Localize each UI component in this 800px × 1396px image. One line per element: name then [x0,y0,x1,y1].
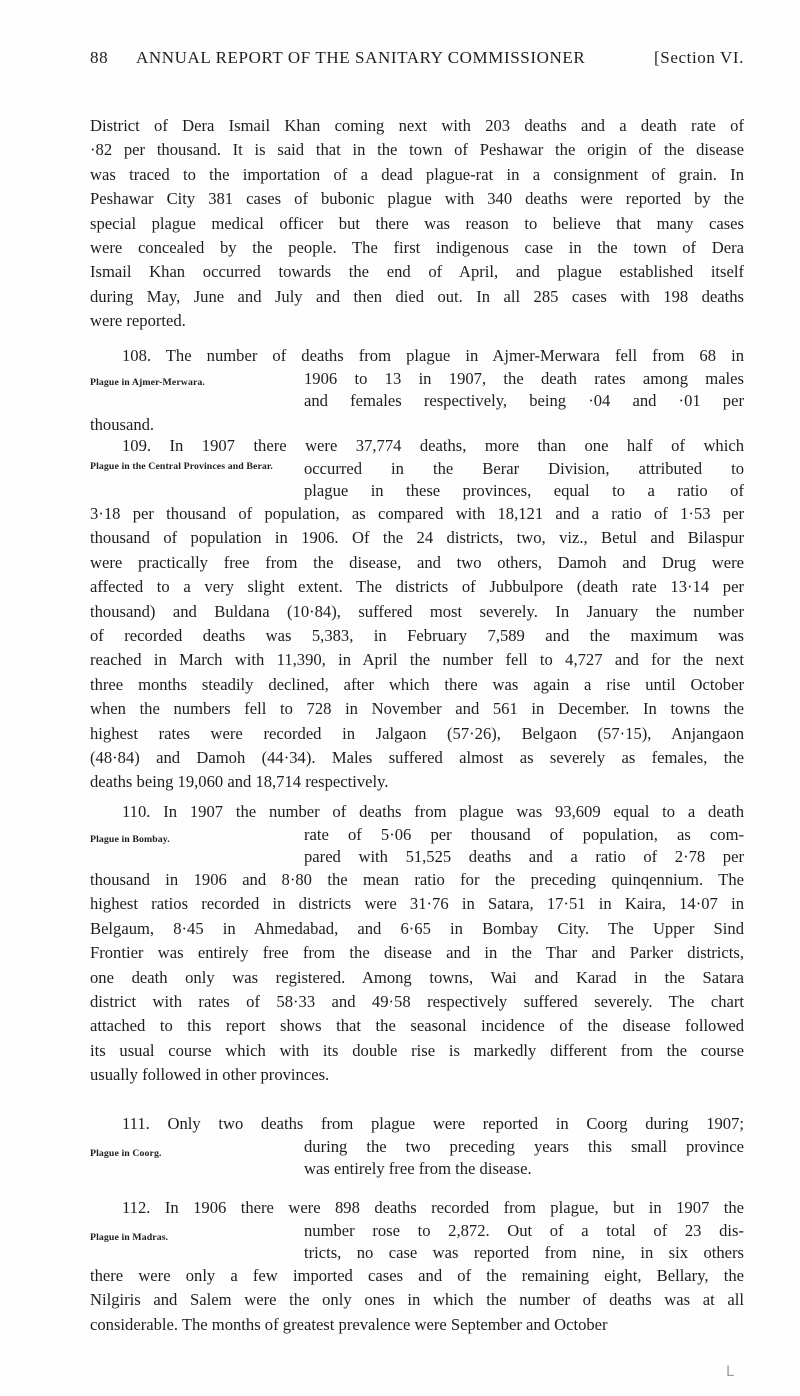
paragraph-body [90,413,744,437]
paragraph-110 [90,802,744,1092]
text-line: number rose to 2,872. Out of a total of 23 dis- [304,1221,744,1240]
text-line: (48·84) and Damoh (44·34). Males suffered almost as severely as females, the [90,747,744,767]
text-line: 3·18 per thousand of population, as compared with 18,121 and a ratio of 1·53 per [90,504,744,523]
text-line: was entirely free from the disease. [304,1159,532,1178]
paragraph-first-line: 110. In 1907 the number of deaths from plague was 93,609 equal to a death [122,802,744,821]
text-line: usually followed in other provinces. [90,1065,330,1085]
text-line: District of Dera Ismail Khan coming next with 203 deaths and a death rate of [90,116,744,135]
text-line: were practically free from the disease, and two others, Damoh and Drug were [90,552,744,572]
text-line: thousand of population in 1906. Of the 24 districts, two, viz., Betul and Bilaspur [90,528,744,548]
text-line: special plague medical officer but there was reason to believe that many cases [90,213,744,233]
text-line: were concealed by the people. The first indigenous case in the town of Dera [90,237,744,257]
section-label: [Section VI. [654,48,744,67]
text-line: during May, June and July and then died out. In all 285 cases with 198 deaths [90,286,744,306]
text-line: there were only a few imported cases and of the remaining eight, Bellary, the [90,1266,744,1285]
text-line: plague in these provinces, equal to a ratio of [304,481,744,500]
margin-pencil-mark: L [726,1364,734,1380]
paragraph-112 [90,1198,744,1348]
text-line: attached to this report shows that the seasonal incidence of the disease followed [90,1016,744,1036]
paragraph-body [90,502,744,795]
paragraph-108 [90,346,744,442]
marginal-heading: Plague in Madras. [90,1232,169,1243]
text-line: during the two preceding years this small province [304,1137,744,1156]
text-line: one death only was registered. Among towns, Wai and Karad in the Satara [90,967,744,987]
marginal-heading: Plague in Coorg. [90,1148,162,1159]
marginal-heading: Plague in Bombay. [90,834,170,845]
paragraph-first-line: 111. Only two deaths from plague were reported in Coorg during 1907; [122,1114,744,1133]
paragraph-first-line: 109. In 1907 there were 37,774 deaths, more than one half of which [122,436,744,455]
marginal-heading: Plague in the Central Provinces and Berar. [90,461,273,472]
paragraph-body [90,868,744,1088]
text-line: thousand) and Buldana (10·84), suffered most severely. In January the number [90,601,744,621]
paragraph-111 [90,1114,744,1194]
text-line: was traced to the importation of a dead plague-rat in a consignment of grain. In [90,164,744,184]
text-line: Frontier was entirely free from the disease and in the Thar and Parker districts, [90,943,744,963]
paragraph-first-line: 112. In 1906 there were 898 deaths recorded from plague, but in 1907 the [122,1198,744,1217]
paragraph-first-line: 108. The number of deaths from plague in Ajmer-Merwara fell from 68 in [122,346,744,365]
text-line: and females respectively, being ·04 and ·01 per [304,391,744,410]
page-number: 88 [90,48,109,67]
text-line: of recorded deaths was 5,383, in February 7,589 and the maximum was [90,625,744,645]
text-line: Ismail Khan occurred towards the end of April, and plague established itself [90,262,744,282]
paragraph-right-column [304,824,744,868]
paragraph-right-column [304,1136,744,1180]
text-line: highest rates were recorded in Jalgaon (57·26), Belgaon (57·15), Anjangaon [90,723,744,743]
text-line: deaths being 19,060 and 18,714 respectively. [90,772,389,792]
text-line: were reported. [90,311,186,331]
paragraph-right-column [304,458,744,502]
intro-paragraph [90,114,744,334]
text-line: ·82 per thousand. It is said that in the town of Peshawar the origin of the disease [90,140,744,160]
marginal-heading: Plague in Ajmer-Merwara. [90,377,205,388]
paragraph-body [90,1264,744,1337]
text-line: occurred in the Berar Division, attributed to [304,459,744,478]
text-line: Nilgiris and Salem were the only ones in which the number of deaths was at all [90,1290,744,1310]
text-line: considerable. The months of greatest prevalence were September and October [90,1314,608,1334]
text-line: thousand. [90,415,155,434]
text-line: reached in March with 11,390, in April the number fell to 4,727 and for the next [90,650,744,670]
text-line: its usual course which with its double rise is markedly different from the course [90,1040,744,1060]
text-line: Belgaum, 8·45 in Ahmedabad, and 6·65 in Bombay City. The Upper Sind [90,918,744,938]
text-line: tricts, no case was reported from nine, in six others [304,1243,744,1262]
page-title: ANNUAL REPORT OF THE SANITARY COMMISSIONER [136,48,586,67]
text-line: when the numbers fell to 728 in November and 561 in December. In towns the [90,699,744,719]
text-line: thousand in 1906 and 8·80 the mean ratio for the preceding quinqennium. The [90,870,744,889]
text-line: affected to a very slight extent. The districts of Jubbulpore (death rate 13·14 per [90,577,744,597]
paragraph-right-column [304,1220,744,1264]
text-line: pared with 51,525 deaths and a ratio of 2·78 per [304,847,744,866]
text-line: 1906 to 13 in 1907, the death rates among males [304,369,744,388]
text-line: rate of 5·06 per thousand of population, as com- [304,825,744,844]
running-header [90,48,744,72]
text-line: three months steadily declined, after which there was again a rise until October [90,674,744,694]
paragraph-109 [90,436,744,796]
paragraph-right-column [304,368,744,412]
text-line: district with rates of 58·33 and 49·58 respectively suffered severely. The chart [90,991,744,1011]
text-line: highest ratios recorded in districts were 31·76 in Satara, 17·51 in Kaira, 14·07 in [90,894,744,914]
text-line: Peshawar City 381 cases of bubonic plague with 340 deaths were reported by the [90,189,744,209]
